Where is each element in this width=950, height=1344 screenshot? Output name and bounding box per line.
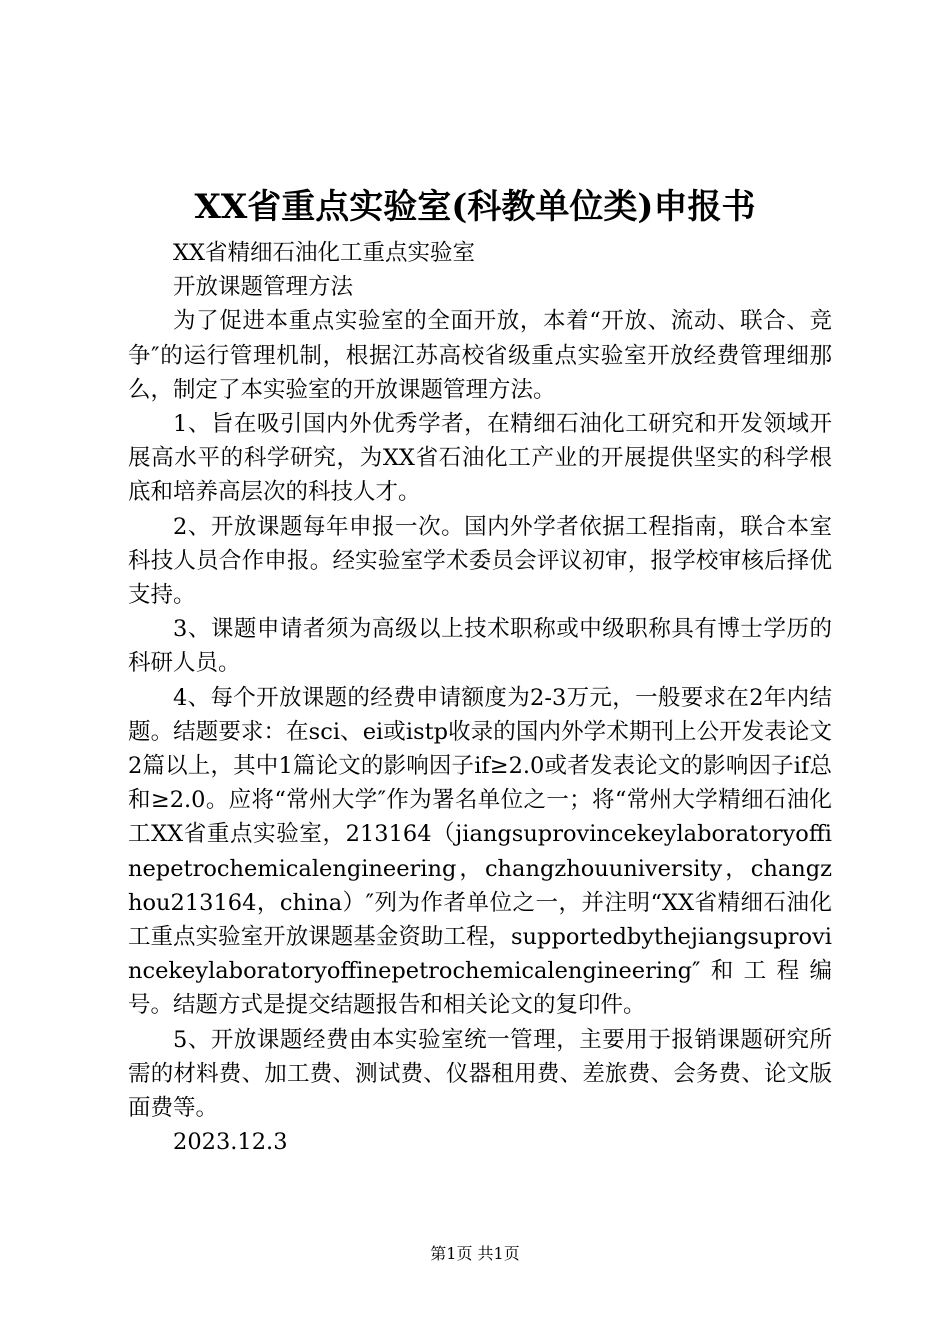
intro-paragraph: 为了促进本重点实验室的全面开放，本着“开放、流动、联合、竞争″的运行管理机制，根据江苏高校省级重点实验室开放经费管理细那么，制定了本实验室的开放课题管理方法。	[128, 308, 832, 403]
clause-3-paragraph: 3、课题申请者须为高级以上技术职称或中级职称具有博士学历的科研人员。	[128, 616, 832, 677]
document-body	[128, 236, 832, 1159]
clause-4-paragraph: 4、每个开放课题的经费申请额度为2-3万元，一般要求在2年内结题。结题要求：在sci、ei或istp收录的国内外学术期刊上公开发表论文2篇以上，其中1篇论文的影响因子if≥2.0或者发表论文的影响因子if总和≥2.0。应将“常州大学″作为署名单位之一；将“常州大学精细石油化工XX省重点实验室，213164（jiangsuprovincekeylaboratoryoffinepetrochemicalengineering，changzhouuniversity，changzhou213164，china）″列为作者单位之一，并注明“XX省精细石油化工重点实验室开放课题基金资助工程，supportedbythejiangsuprovincekeylaboratoryoffinepetrochemicalengineering″和工程编号。结题方式是提交结题报告和相关论文的复印件。	[128, 684, 832, 1019]
clause-5-paragraph: 5、开放课题经费由本实验室统一管理，主要用于报销课题研究所需的材料费、加工费、测试费、仪器租用费、差旅费、会务费、论文版面费等。	[128, 1026, 832, 1122]
section-heading: 开放课题管理方法	[173, 274, 354, 301]
lab-name-line: XX省精细石油化工重点实验室	[173, 240, 476, 266]
document-title: XX省重点实验室(科教单位类)申报书	[194, 187, 756, 227]
clause-1-paragraph: 1、旨在吸引国内外优秀学者，在精细石油化工研究和开发领域开展高水平的科学研究，为XX省石油化工产业的开展提供坚实的科学根底和培养高层次的科技人才。	[128, 411, 832, 506]
clause-2-paragraph: 2、开放课题每年申报一次。国内外学者依据工程指南，联合本室科技人员合作申报。经实验室学术委员会评议初审，报学校审核后择优支持。	[128, 513, 832, 609]
page-number-footer: 第1页 共1页	[430, 1244, 520, 1263]
date-line: 2023.12.3	[173, 1129, 288, 1156]
